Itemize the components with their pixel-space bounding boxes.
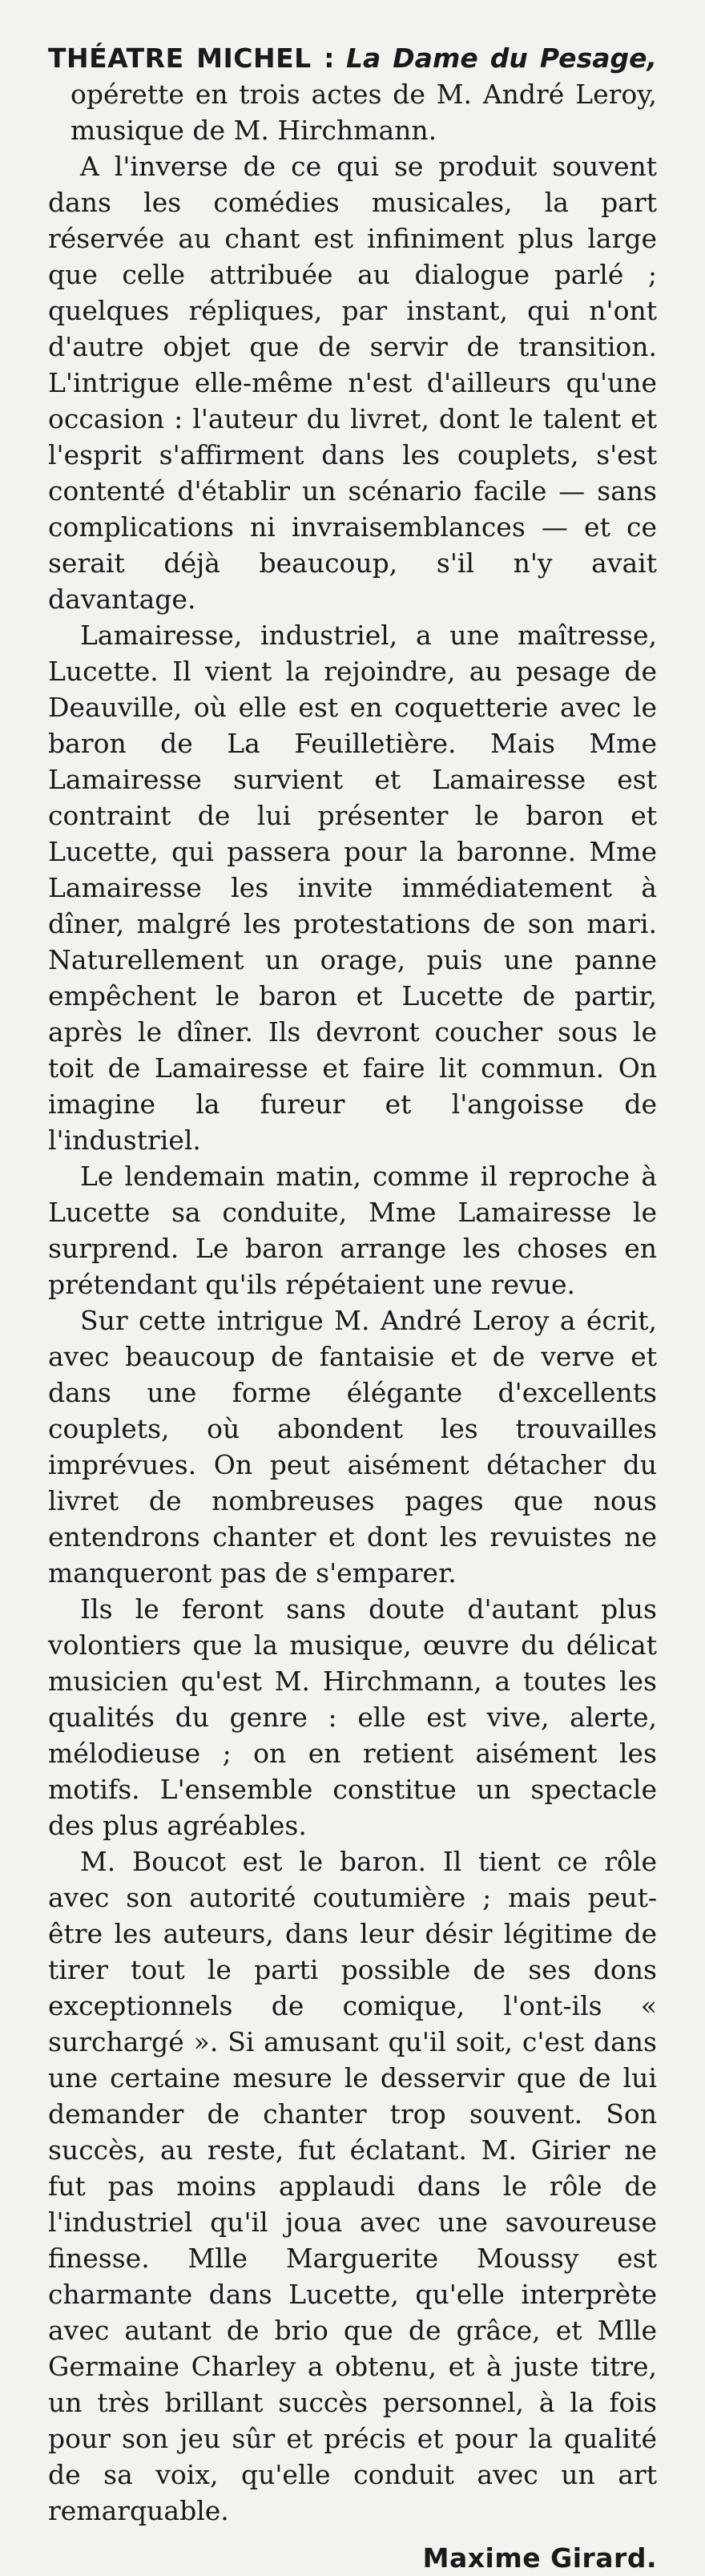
- play-title: La Dame du Pesage,: [345, 42, 658, 74]
- article-heading: [48, 40, 657, 76]
- paragraph-plot: Lamairesse, industriel, a une maîtresse, Lucette. Il vient la rejoindre, au pesage de Deauville, où elle est en coquetterie avec le baron de La Feuilletière. Mais Mme Lamairesse survient et Lamairesse est contraint de lui présenter le baron et Lucette, qui passera pour la baronne. Mme Lamairesse les invite immédiatement à dîner, malgré les protestations de son mari. Naturellement un orage, puis une panne empêchent le baron et Lucette de partir, après le dîner. Ils devront coucher sous le toit de Lamairesse et faire lit commun. On imagine la fureur et l'angoisse de l'industriel.: [48, 620, 657, 1156]
- paragraph-intro: A l'inverse de ce qui se produit souvent dans les comédies musicales, la part réservée au chant est infiniment plus large que celle attribuée au dialogue parlé ; quelques répliques, par instant, qui n'ont d'autre objet que de servir de transition. L'intrigue elle-même n'est d'ailleurs qu'une occasion : l'auteur du livret, dont le talent et l'esprit s'affirment dans les couplets, s'est contenté d'établir un scénario facile — sans complications ni invraisemblances — et ce serait déjà beaucoup, s'il n'y avait davantage.: [48, 151, 657, 615]
- theatre-name: THÉATRE MICHEL :: [48, 42, 335, 74]
- paragraph-music: Ils le feront sans doute d'autant plus volontiers que la musique, œuvre du délicat musicien qu'est M. Hirchmann, a toutes les qualités du genre : elle est vive, alerte, mélodieuse ; on en retient aisément les motifs. L'ensemble constitue un spectacle des plus agréables.: [48, 1593, 657, 1841]
- article-subtitle: opérette en trois actes de M. André Leroy, musique de M. Hirchmann.: [70, 79, 657, 146]
- paragraph-cast: M. Boucot est le baron. Il tient ce rôle avec son autorité coutumière ; mais peut-être les auteurs, dans leur désir légitime de tirer tout le parti possible de ses dons exceptionnels de comique, l'ont-ils « surchargé ». Si amusant qu'il soit, c'est dans une certaine mesure le desservir que de lui demander de chanter trop souvent. Son succès, au reste, fut éclatant. M. Girier ne fut pas moins applaudi dans le rôle de l'industriel qu'il joua avec une savoureuse finesse. Mlle Marguerite Moussy est charmante dans Lucette, qu'elle interprète avec autant de brio que de grâce, et Mlle Germaine Charley a obtenu, et à juste titre, un très brillant succès personnel, à la fois pour son jeu sûr et précis et pour la qualité de sa voix, qu'elle conduit avec un art remarquable.: [48, 1846, 657, 2526]
- paragraph-plot-resolution: Le lendemain matin, comme il reproche à Lucette sa conduite, Mme Lamairesse le surprend. Le baron arrange les choses en prétendant qu'ils répétaient une revue.: [48, 1161, 657, 1300]
- paragraph-libretto: Sur cette intrigue M. André Leroy a écrit, avec beaucoup de fantaisie et de verve et dans une forme élégante d'excellents couplets, où abondent les trouvailles imprévues. On peut aisément détacher du livret de nombreuses pages que nous entendrons chanter et dont les revuistes ne manqueront pas de s'emparer.: [48, 1305, 657, 1589]
- author-signature: Maxime Girard.: [422, 2542, 657, 2574]
